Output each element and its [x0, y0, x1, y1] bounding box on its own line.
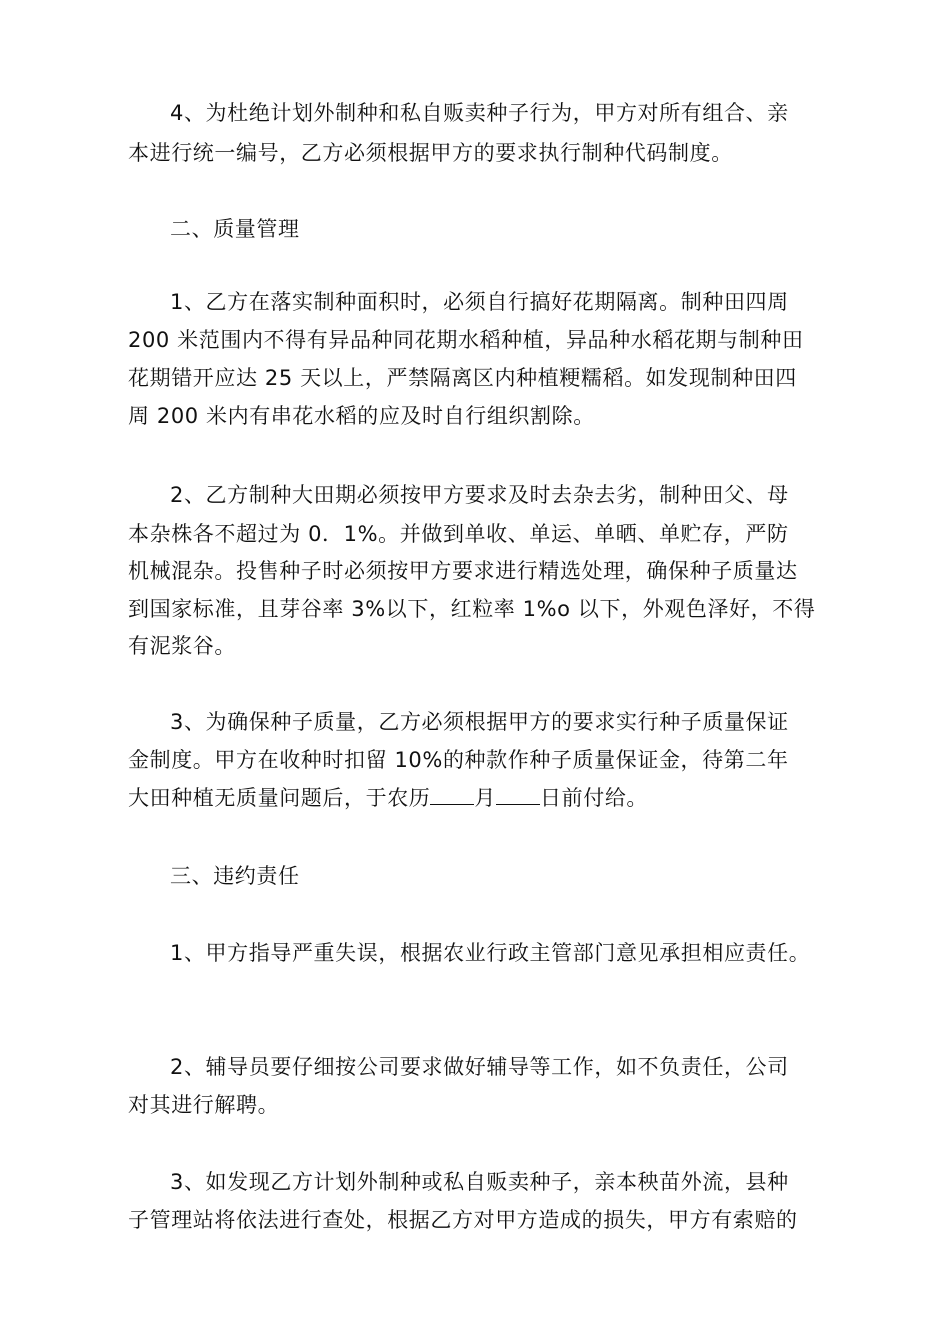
section-heading: 二、质量管理: [170, 217, 300, 241]
text-line: 到国家标准，且芽谷率 3%以下，红粒率 1%o 以下，外观色泽好，不得: [128, 597, 816, 621]
text-line: 花期错开应达 25 天以上，严禁隔离区内种植粳糯稻。如发现制种田四: [128, 366, 797, 390]
text-line: 3、如发现乙方计划外制种或私自贩卖种子，亲本秧苗外流，县种: [170, 1170, 789, 1194]
text-line: 2、乙方制种大田期必须按甲方要求及时去杂去劣，制种田父、母: [170, 483, 789, 507]
text-line: 4、为杜绝计划外制种和私自贩卖种子行为，甲方对所有组合、亲: [170, 101, 789, 125]
text-line: 2、辅导员要仔细按公司要求做好辅导等工作，如不负责任，公司: [170, 1055, 789, 1079]
text-segment: 月: [474, 786, 497, 810]
text-line: 本进行统一编号，乙方必须根据甲方的要求执行制种代码制度。: [128, 141, 733, 165]
text-line: 1、甲方指导严重失误，根据农业行政主管部门意见承担相应责任。: [170, 941, 811, 965]
fill-blank: [496, 786, 540, 805]
text-line: 子管理站将依法进行查处，根据乙方对甲方造成的损失，甲方有索赔的: [128, 1208, 798, 1232]
text-segment: 大田种植无质量问题后，于农历: [128, 786, 431, 810]
text-line: 周 200 米内有串花水稻的应及时自行组织割除。: [128, 404, 595, 428]
fill-blank: [430, 786, 474, 805]
section-heading: 三、违约责任: [170, 864, 300, 888]
text-line: 对其进行解聘。: [128, 1093, 280, 1117]
text-line: 机械混杂。投售种子时必须按甲方要求进行精选处理，确保种子质量达: [128, 559, 798, 583]
text-segment: 日前付给。: [540, 786, 649, 810]
text-line: 1、乙方在落实制种面积时，必须自行搞好花期隔离。制种田四周: [170, 290, 789, 314]
text-line: [128, 785, 648, 811]
text-line: 本杂株各不超过为 0．1%。并做到单收、单运、单晒、单贮存，严防: [128, 522, 789, 546]
text-line: 3、为确保种子质量，乙方必须根据甲方的要求实行种子质量保证: [170, 710, 789, 734]
text-line: 金制度。甲方在收种时扣留 10%的种款作种子质量保证金，待第二年: [128, 748, 789, 772]
text-line: 200 米范围内不得有异品种同花期水稻种植，异品种水稻花期与制种田: [128, 328, 804, 352]
text-line: 有泥浆谷。: [128, 634, 236, 658]
